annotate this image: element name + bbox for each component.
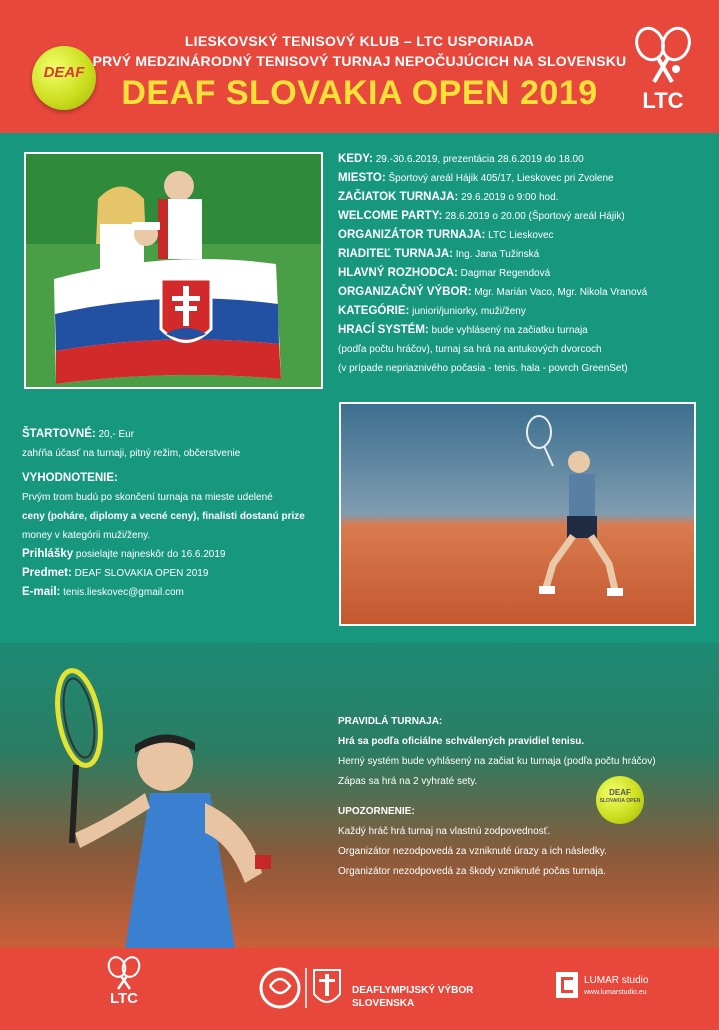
evaluation-line2: ceny (poháre, diplomy a vecné ceny), finalisti dostanú prize — [22, 511, 305, 522]
header-organizer-line: LIESKOVSKÝ TENISOVÝ KLUB – LTC USPORIADA — [184, 33, 535, 49]
rules-line1: Hrá sa podľa oficiálne schválených pravidiel tenisu. — [338, 736, 585, 747]
boy-tennis-illustration — [341, 404, 694, 624]
tennis-ball-icon: DEAF SLOVAKIA OPEN — [596, 776, 644, 824]
detail-when: KEDY: 29.-30.6.2019, prezentácia 28.6.2019 do 18.00 — [338, 153, 584, 165]
detail-system-line2: (podľa počtu hráčov), turnaj sa hrá na antukových dvorcoch — [338, 344, 602, 355]
boy-playing-tennis-photo — [339, 402, 696, 626]
header-subtitle: PRVÝ MEDZINÁRODNÝ TENISOVÝ TURNAJ NEPOČUJÚCICH NA SLOVENSKU — [92, 53, 627, 69]
detail-system-line3: (v prípade nepriaznivého počasia - tenis. hala - povrch GreenSet) — [338, 363, 628, 374]
evaluation-heading: VYHODNOTENIE: — [22, 472, 118, 484]
notice-line2: Organizátor nezodpovedá za vzniknuté úrazy a ich následky. — [338, 846, 607, 857]
detail-referee: HLAVNÝ ROZHODCA: Dagmar Regendová — [338, 267, 551, 279]
deaflympic-committee-logo-icon — [258, 964, 344, 1012]
detail-director: RIADITEĽ TURNAJA: Ing. Jana Tužinská — [338, 248, 540, 260]
ltc-footer-rackets-icon — [104, 956, 144, 990]
rules-line3: Zápas sa hrá na 2 vyhraté sety. — [338, 776, 478, 787]
fees-and-contact — [22, 425, 327, 602]
ball-label: DEAF — [43, 64, 85, 81]
committee-name-line1: DEAFLYMPIJSKÝ VÝBOR — [352, 985, 474, 996]
detail-start: ZAČIATOK TURNAJA: 29.6.2019 o 9:00 hod. — [338, 191, 559, 203]
detail-categories: KATEGÓRIE: juniori/juniorky, muži/ženy — [338, 305, 526, 317]
email-subject: Predmet: DEAF SLOVAKIA OPEN 2019 — [22, 567, 209, 579]
lumar-studio-url: www.lumarstudio.eu — [584, 989, 647, 996]
lumar-studio-name: LUMAR studio — [584, 975, 649, 986]
rules-line2: Herný systém bude vyhlásený na začiat ku turnaja (podľa počtu hráčov) — [338, 756, 656, 767]
rules-heading: PRAVIDLÁ TURNAJA: — [338, 716, 443, 727]
evaluation-line3: money v kategórii muži/ženy. — [22, 530, 151, 541]
event-title: DEAF SLOVAKIA OPEN 2019 — [121, 74, 598, 112]
notice-line1: Každý hráč hrá turnaj na vlastnú zodpovednosť. — [338, 826, 551, 837]
signup-deadline: Prihlášky posielajte najneskôr do 16.6.2019 — [22, 548, 226, 560]
lumar-logo-icon — [556, 972, 578, 998]
footer-ltc-text: LTC — [109, 990, 139, 1007]
evaluation-line1: Prvým trom budú po skončení turnaja na mieste udelené — [22, 492, 273, 503]
detail-system: HRACÍ SYSTÉM: bude vyhlásený na začiatku turnaja — [338, 324, 588, 336]
notice-heading: UPOZORNENIE: — [338, 806, 415, 817]
contact-email: E-mail: tenis.lieskovec@gmail.com — [22, 586, 184, 598]
notice-line3: Organizátor nezodpovedá za škody vzniknuté počas turnaja. — [338, 866, 606, 877]
players-with-flag-photo — [24, 152, 323, 389]
entry-fee-includes: zahŕňa účasť na turnaji, pitný režim, občerstvenie — [22, 448, 241, 459]
entry-fee: ŠTARTOVNÉ: 20,- Eur — [22, 428, 135, 440]
detail-place: MIESTO: Športový areál Hájik 405/17, Lieskovec pri Zvolene — [338, 172, 614, 184]
detail-committee: ORGANIZAČNÝ VÝBOR: Mgr. Marián Vaco, Mgr. Nikola Vranová — [338, 286, 648, 298]
players-flag-illustration — [26, 154, 321, 387]
tournament-details — [338, 150, 708, 378]
detail-welcome-party: WELCOME PARTY: 28.6.2019 o 20.00 (Športový areál Hájik) — [338, 210, 625, 222]
detail-organizer: ORGANIZÁTOR TURNAJA: LTC Lieskovec — [338, 229, 554, 241]
committee-name-line2: SLOVENSKA — [352, 998, 415, 1009]
rules-and-notice — [338, 712, 708, 882]
ltc-logo-text: LTC — [642, 88, 684, 113]
